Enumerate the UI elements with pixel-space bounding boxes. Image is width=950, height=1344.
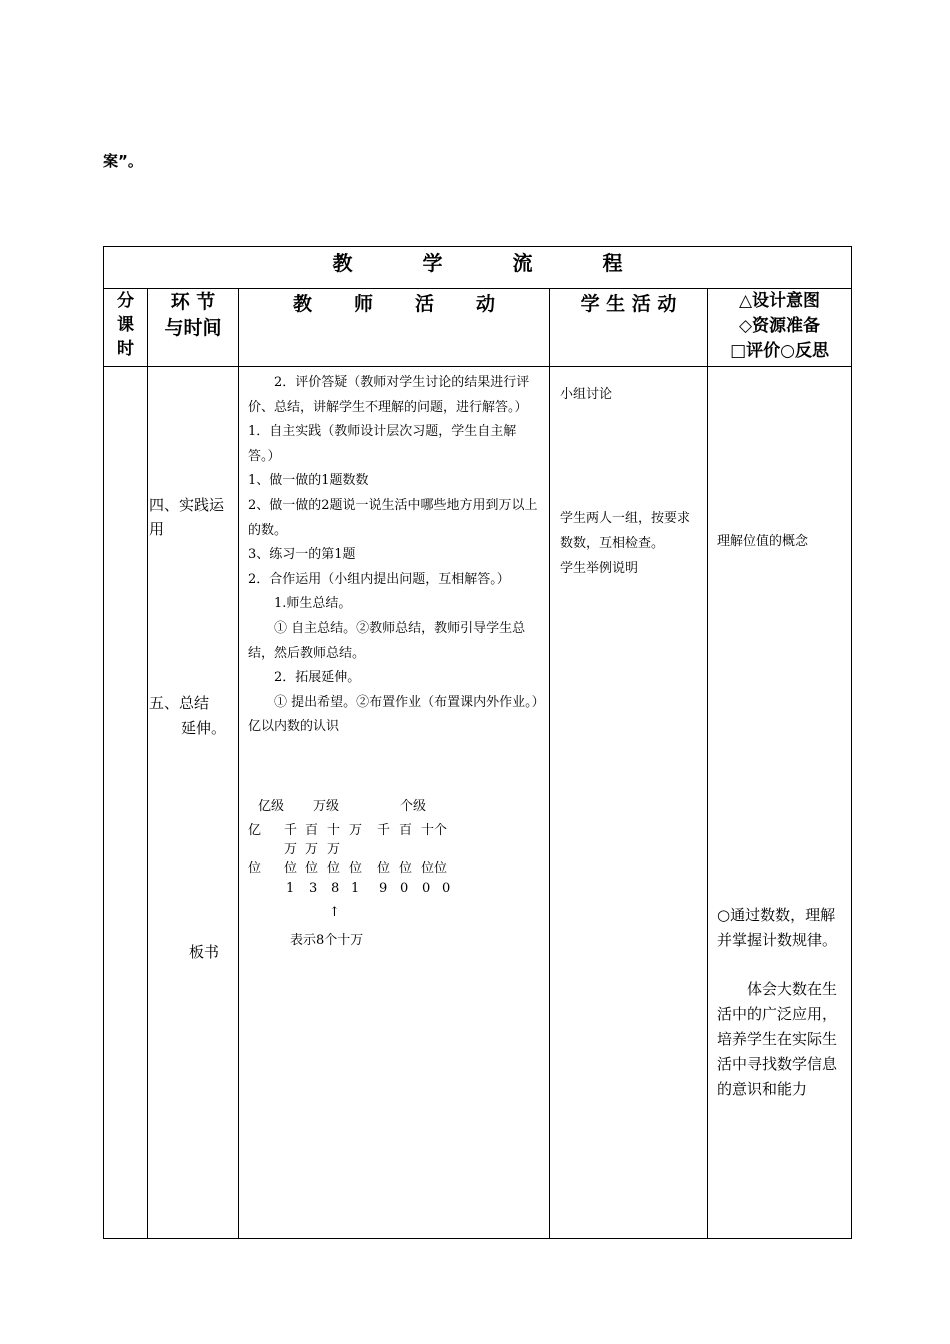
place-name: 亿 xyxy=(248,823,262,838)
place-suffix: 位 xyxy=(377,861,391,876)
design-line: ○通过数数，理解并掌握计数规律。 xyxy=(717,906,838,949)
title-row xyxy=(104,247,852,289)
level-label: 万级 xyxy=(313,799,340,814)
teacher-line: 2．拓展延伸。 xyxy=(274,670,361,686)
place-suffix: 位 xyxy=(305,861,319,876)
place-name: 十 xyxy=(327,823,341,838)
header-row xyxy=(104,289,852,367)
place-suffix: 位 xyxy=(327,861,341,876)
board-note: 表示8个十万 xyxy=(290,933,364,948)
teacher-activity-cell xyxy=(239,367,550,1239)
teacher-line: ① 自主总结。②教师总结，教师引导学生总结，然后教师总结。 xyxy=(248,620,526,661)
place-name: 万 xyxy=(327,842,341,857)
digit: 1 xyxy=(286,881,295,896)
teacher-line: 1．自主实践（教师设计层次习题，学生自主解答。） xyxy=(248,424,517,464)
teacher-line: 2、做一做的2题说一说生活中哪些地方用到万以上的数。 xyxy=(248,497,538,538)
student-line: 学生两人一组，按要求数数，互相检查。 xyxy=(560,511,691,551)
title-char: 程 xyxy=(602,251,623,275)
teacher-line: 亿以内数的认识 xyxy=(248,719,340,735)
level-label: 亿级 xyxy=(258,799,285,814)
body-row xyxy=(104,367,852,1239)
title-char: 学 xyxy=(422,251,443,275)
teaching-flow-table xyxy=(103,246,852,1239)
level-label: 个级 xyxy=(400,799,427,814)
period-cell xyxy=(104,367,148,1239)
digit: 9 xyxy=(379,881,388,896)
stage-5-line1: 五、总结 xyxy=(149,694,210,712)
header-student: 学 生 活 动 xyxy=(550,289,708,367)
teacher-line: 3、练习一的第1题 xyxy=(248,547,356,563)
digit: 0 xyxy=(400,881,409,896)
title-char: 流 xyxy=(512,251,533,275)
design-cell xyxy=(708,367,852,1239)
stage-4-line1: 四、实践运 xyxy=(149,496,225,514)
student-line: 小组讨论 xyxy=(560,387,613,402)
place-name: 百 xyxy=(399,823,413,838)
teacher-line: 2．评价答疑（教师对学生讨论的结果进行评价、总结，讲解学生不理解的问题，进行解答。） xyxy=(248,375,530,415)
design-line: 理解位值的概念 xyxy=(717,534,809,549)
header-teacher: 教 师 活 动 xyxy=(239,289,550,367)
header-stage: 环 节 与时间 xyxy=(148,289,239,367)
place-name: 百 xyxy=(305,823,319,838)
place-suffix: 位 xyxy=(349,861,363,876)
table-title xyxy=(104,247,852,289)
digit: 0 xyxy=(442,881,451,896)
digit: 1 xyxy=(351,881,360,896)
stage-cell xyxy=(148,367,239,1239)
place-name: 千 xyxy=(377,823,391,838)
digit: 0 xyxy=(422,881,431,896)
text-fragment: 案”。 xyxy=(103,152,143,170)
place-name: 万 xyxy=(305,842,319,857)
place-name: 十个 xyxy=(421,823,448,838)
digit: 8 xyxy=(331,881,340,896)
stage-5-line2: 延伸。 xyxy=(181,719,227,737)
header-period: 分 课 时 xyxy=(104,289,148,367)
stage-board: 板书 xyxy=(189,943,220,961)
teacher-line: 1、做一做的1题数数 xyxy=(248,473,369,489)
place-suffix: 位 xyxy=(248,861,262,876)
digit: 3 xyxy=(309,881,318,896)
place-suffix: 位 xyxy=(399,861,413,876)
place-name: 千 xyxy=(284,823,298,838)
student-activity-cell xyxy=(550,367,708,1239)
header-design: △设计意图 ◇资源准备 □评价○反思 xyxy=(708,289,852,367)
place-suffix: 位位 xyxy=(421,861,448,876)
design-line: 体会大数在生活中的广泛应用，培养学生在实际生活中寻找数学信息的意识和能力 xyxy=(717,980,838,1098)
arrow-up-icon: ↑ xyxy=(329,905,340,920)
place-name: 万 xyxy=(284,842,298,857)
place-name: 万 xyxy=(349,823,363,838)
teacher-line: 2．合作运用（小组内提出问题，互相解答。） xyxy=(248,571,510,587)
teacher-line: ① 提出希望。②布置作业（布置课内外作业。） xyxy=(274,694,545,710)
stage-4-line2: 用 xyxy=(149,520,165,538)
place-suffix: 位 xyxy=(284,861,298,876)
title-char: 教 xyxy=(332,251,353,275)
student-line: 学生举例说明 xyxy=(560,561,639,576)
teacher-line: 1.师生总结。 xyxy=(274,596,352,612)
